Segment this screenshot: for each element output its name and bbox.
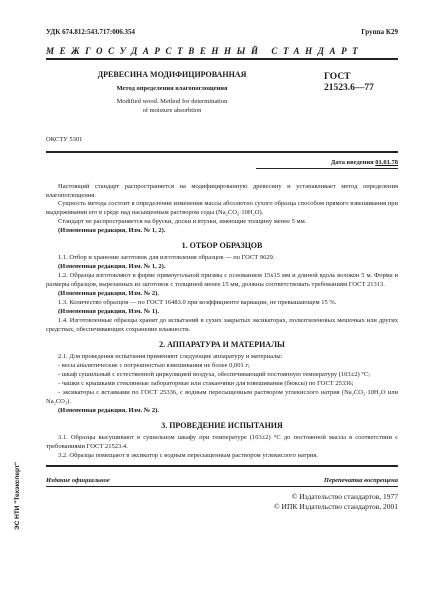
okstu-rule (46, 151, 398, 153)
section-paragraph: 3.2. Образцы помещают в эксикатор с водным пересыщенным раствором углекислого натрия. (58, 451, 318, 459)
copyright-1977: © Издательство стандартов, 1977 (291, 491, 398, 501)
udk-code: УДК 674.812:543.717:006.354 (46, 28, 135, 36)
title-block (46, 70, 398, 116)
copyright-2001: © ИПК Издательство стандартов, 2001 (273, 501, 398, 511)
official-edition: Издание официальное (46, 476, 110, 484)
introduction-date: Дата введения 01.01.78 (330, 158, 398, 166)
amendment-note: (Измененная редакция, Изм. № 1, 2). (58, 263, 166, 271)
preamble-paragraph: Настоящий стандарт распространяется на модифицированную древесину и устанавливает метод определения влагопоглощения. (46, 182, 398, 199)
document-page (46, 28, 398, 512)
page-header (46, 28, 398, 36)
date-rule (256, 168, 398, 169)
preamble (46, 183, 398, 237)
reprint-prohibited: Перепечатка воспрещена (323, 476, 398, 484)
source-stamp: ЭС НТИ "Техэксперт" (14, 461, 21, 530)
amendment-note: (Измененная редакция, Изм. № 2). (58, 406, 159, 414)
section-heading: 1. ОТБОР ОБРАЗЦОВ (181, 241, 263, 251)
gost-number: ГОСТ 21523.6—77 (324, 72, 374, 93)
publication-line (46, 477, 398, 484)
banner-rule (46, 58, 398, 60)
document-title: ДРЕВЕСИНА МОДИФИЦИРОВАННАЯ (97, 70, 247, 79)
section-paragraph: 1.4. Изготовленные образцы хранят до испытаний в сухих закрытых эксикаторах, полиэтиленовых мешочках или других средствах, обеспечивающих сохранение влажности. (46, 317, 398, 334)
english-title: Modified wood. Method for determination of moisture absorbtion (116, 98, 228, 114)
section-heading: 2. АППАРАТУРА И МАТЕРИАЛЫ (159, 340, 285, 350)
amendment-note: (Измененная редакция, Изм. № 2). (58, 290, 159, 298)
method-title: Метод определения влагопоглощения (116, 85, 228, 92)
equipment-item: - эксикаторы с вставками по ГОСТ 25336, с водным пересыщенным раствором углекислого натрия (Na₂CO₃·10H₂O или Na₂CO₃). (46, 388, 398, 405)
title-right (298, 70, 398, 116)
copyright-block (46, 492, 398, 512)
section-heading: 3. ПРОВЕДЕНИЕ ИСПЫТАНИЯ (161, 420, 283, 430)
footer-rule (46, 465, 398, 467)
amendment-note: (Измененная редакция, Изм. № 1, 2). (58, 227, 166, 235)
equipment-item: - шкаф сушильный с естественной циркуляцией воздуха, обеспечивающий постоянную температуру (103±2) °С; (58, 371, 371, 378)
equipment-item: - чашки с крышками стеклянные лабораторные или стаканчики для взвешивания (бюксы) по ГОСТ 25336; (58, 379, 354, 387)
amendment-note: (Измененная редакция, Изм. № 1). (58, 308, 159, 316)
title-left (46, 70, 298, 116)
standard-banner: МЕЖГОСУДАРСТВЕННЫЙ СТАНДАРТ (46, 46, 364, 56)
group-code: Группа К29 (361, 28, 398, 36)
section-paragraph: 1.3. Количество образцов — по ГОСТ 16483.0 при коэффициенте вариации, не превышающем 15 %. (58, 299, 337, 307)
section-paragraph: 2.1. Для проведения испытания применяют следующие аппаратуру и материалы: (58, 353, 283, 361)
section-paragraph: 1.2. Образцы изготовляют в форме прямоугольной призмы с основанием 15х15 мм и длиной вдоль волокон 5 м. Форма и размеры образцов, вырезанных из заготовок с толщиной менее 15 мм, должны соответствовать требованиям ГОСТ 21313. (46, 272, 398, 289)
publication-rule (46, 486, 398, 487)
preamble-paragraph: Стандарт не распространяется на бруски, доски и втулки, имеющие толщину менее 5 мм. (58, 218, 307, 226)
okstu-code: ОКСТУ 5301 (46, 135, 83, 143)
section-paragraph: 1.1. Отбор и хранение заготовок для изготовления образцов — по ГОСТ 9629. (58, 254, 275, 262)
preamble-paragraph: Сущность метода состоит в определении изменения массы абсолютно сухого образца способом прямого взвешивания при выдерживании его в среде над насыщенным раствором соды (Na₂CO₃·10H₂O). (46, 200, 398, 217)
section-paragraph: 3.1. Образцы высушивают в сушильном шкафу при температуре (103±2) °С до постоянной массы в соответствии с требованиями ГОСТ 21523.4. (46, 433, 398, 450)
equipment-item: - весы аналитические с погрешностью взвешивания не более 0,001 г; (58, 362, 250, 370)
